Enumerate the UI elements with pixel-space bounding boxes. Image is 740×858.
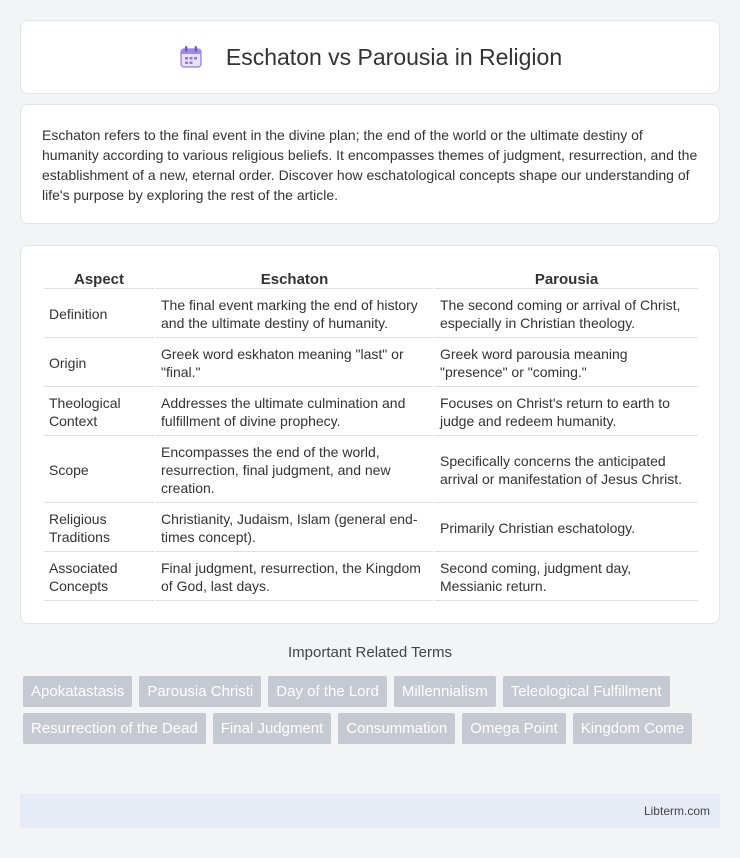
table-row [44,340,698,387]
comparison-card [20,245,720,624]
related-term-tag[interactable]: Kingdom Come [573,713,692,744]
table-header-row [44,268,698,289]
table-row [44,505,698,552]
parousia-cell: Focuses on Christ's return to earth to judge and redeem humanity. [435,389,698,436]
parousia-cell: Second coming, judgment day, Messianic return. [435,554,698,601]
related-term-tag[interactable]: Day of the Lord [268,676,387,707]
page-title: Eschaton vs Parousia in Religion [225,43,563,70]
related-term-tag[interactable]: Omega Point [462,713,566,744]
eschaton-cell: Final judgment, resurrection, the Kingdom of God, last days. [156,554,433,601]
header-card [20,20,720,94]
intro-text: Eschaton refers to the final event in the divine plan; the end of the world or the ultimate destiny of humanity according to various religious beliefs. It encompasses themes of judgment, resurrection, and the establishment of a new, eternal order. Discover how eschatological concepts shape our understanding of life's purpose by exploring the rest of the article. [42,127,698,203]
related-term-tag[interactable]: Millennialism [394,676,496,707]
comparison-table [42,266,700,603]
table-row [44,389,698,436]
footer [20,794,720,828]
parousia-cell: The second coming or arrival of Christ, especially in Christian theology. [435,291,698,338]
related-terms-title: Important Related Terms [288,644,452,661]
eschaton-cell: Addresses the ultimate culmination and fulfillment of divine prophecy. [156,389,433,436]
header-aspect: Aspect [44,268,154,289]
calendar-icon [178,44,204,70]
parousia-cell: Greek word parousia meaning "presence" or "coming." [435,340,698,387]
eschaton-cell: The final event marking the end of history and the ultimate destiny of humanity. [156,291,433,338]
eschaton-cell: Encompasses the end of the world, resurrection, final judgment, and new creation. [156,438,433,503]
table-row [44,291,698,338]
table-row [44,438,698,503]
table-row [44,554,698,601]
related-term-tag[interactable]: Parousia Christi [139,676,261,707]
parousia-cell: Specifically concerns the anticipated arrival or manifestation of Jesus Christ. [435,438,698,503]
related-terms-list [23,676,723,750]
aspect-cell: Religious Traditions [44,505,154,552]
eschaton-cell: Greek word eskhaton meaning "last" or "final." [156,340,433,387]
eschaton-cell: Christianity, Judaism, Islam (general end-times concept). [156,505,433,552]
header-eschaton: Eschaton [156,268,433,289]
related-term-tag[interactable]: Consummation [338,713,455,744]
related-term-tag[interactable]: Final Judgment [213,713,332,744]
related-term-tag[interactable]: Apokatastasis [23,676,132,707]
header-parousia: Parousia [435,268,698,289]
intro-card [20,104,720,224]
parousia-cell: Primarily Christian eschatology. [435,505,698,552]
aspect-cell: Definition [44,291,154,338]
aspect-cell: Origin [44,340,154,387]
related-term-tag[interactable]: Resurrection of the Dead [23,713,206,744]
footer-site-link[interactable]: Libterm.com [643,804,710,818]
aspect-cell: Scope [44,438,154,503]
aspect-cell: Associated Concepts [44,554,154,601]
related-term-tag[interactable]: Teleological Fulfillment [503,676,670,707]
aspect-cell: Theological Context [44,389,154,436]
